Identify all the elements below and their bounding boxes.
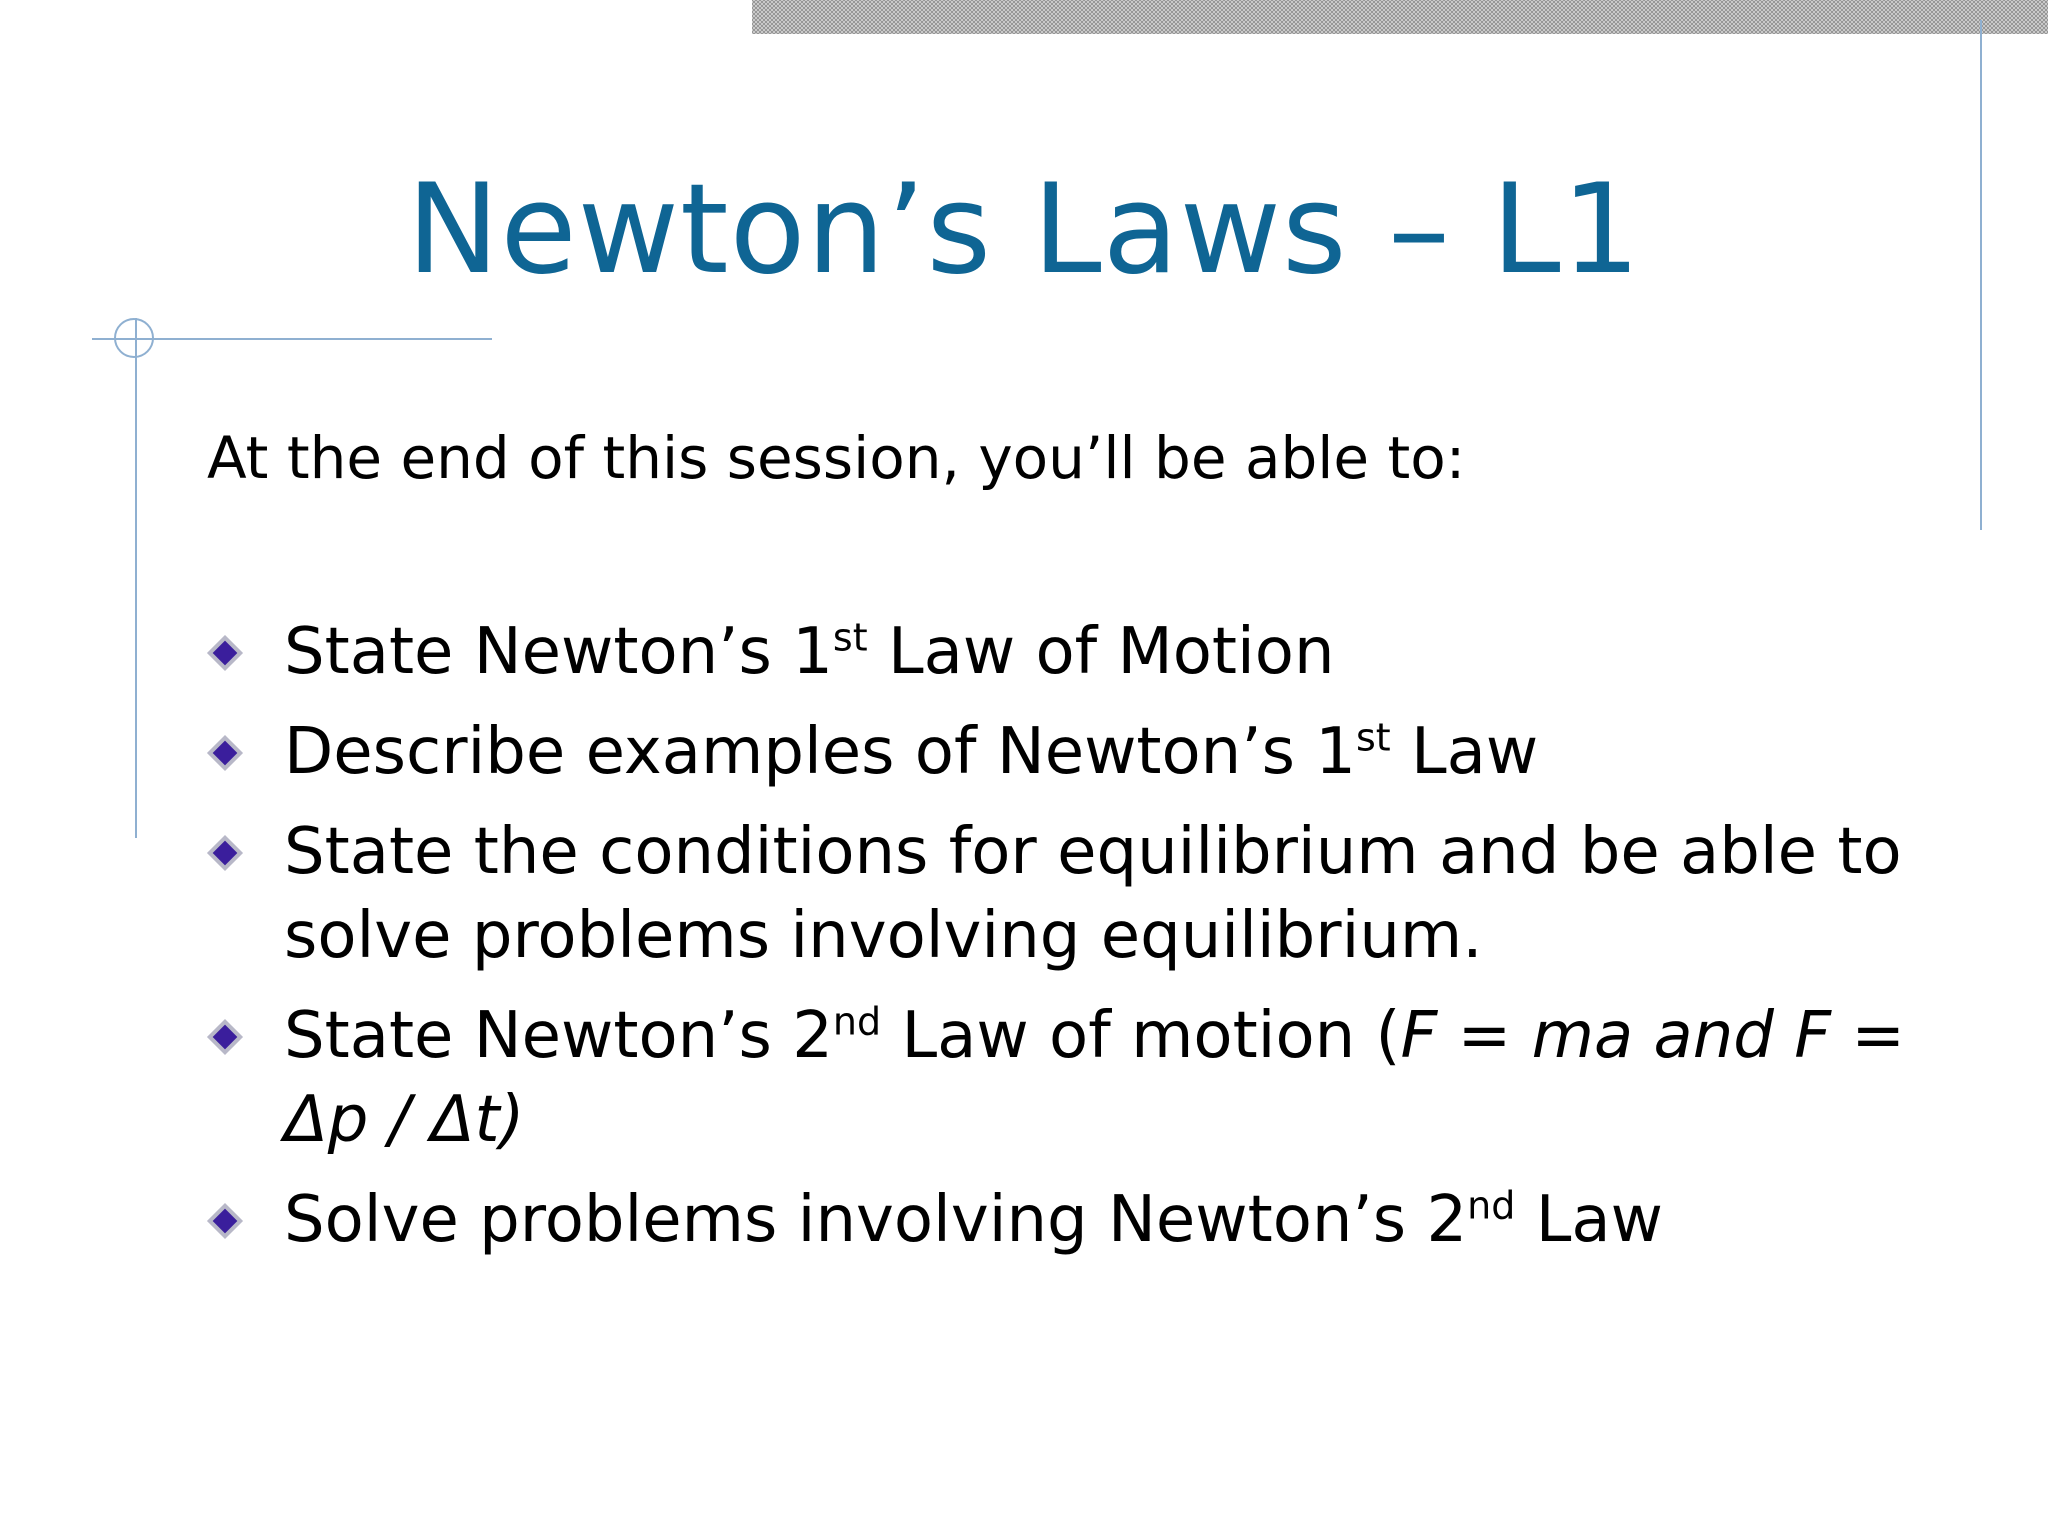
formula-text: F = ma and F = Δp / Δt) [284,999,1906,1157]
list-item [200,610,1920,694]
list-item [200,1178,1920,1262]
objective-text: State Newton’s 1 [284,615,833,689]
list-item [200,710,1920,794]
slide-title: Newton’s Laws – L1 [406,158,1642,302]
ordinal-suffix: st [832,615,868,660]
diamond-bullet-icon [206,834,244,872]
ordinal-suffix: nd [1467,1183,1516,1228]
decorative-top-band [752,0,2048,34]
objectives-list [200,610,1920,1278]
diamond-bullet-icon [206,634,244,672]
list-item [200,994,1920,1162]
objective-text: State Newton’s 2 [284,999,833,1073]
objective-text: Law of Motion [867,615,1335,689]
ordinal-suffix: st [1355,715,1391,760]
crosshair-circle-icon [114,318,154,358]
intro-text: At the end of this session, you’ll be able to: [207,424,1466,492]
list-item [200,810,1920,978]
objective-text: Law [1390,715,1539,789]
ordinal-suffix: nd [832,999,882,1044]
decorative-vertical-rule [135,318,137,838]
objective-text: State the conditions for equilibrium and be able to solve problems involving equilibrium. [284,815,1902,973]
diamond-bullet-icon [206,1202,244,1240]
diamond-bullet-icon [206,734,244,772]
objective-text: Law of motion ( [881,999,1401,1073]
diamond-bullet-icon [206,1018,244,1056]
objective-text: Law [1515,1183,1663,1257]
objective-text: Solve problems involving Newton’s 2 [284,1183,1468,1257]
objective-text: Describe examples of Newton’s 1 [284,715,1356,789]
